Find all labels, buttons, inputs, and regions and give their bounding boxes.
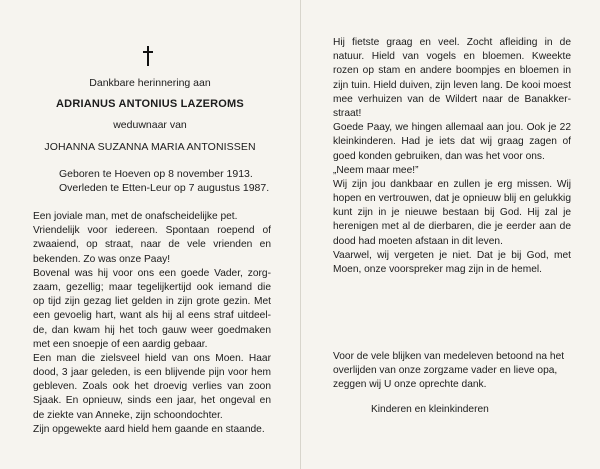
- right-page: [300, 0, 600, 469]
- text-line: Vaarwel, wij vergeten je niet. Dat je bij God, met: [333, 249, 571, 261]
- dates-block: [59, 167, 299, 195]
- text-line: kleinkinderen. Had je iets dat wij graag zagen of: [333, 136, 571, 148]
- text-line: Vriendelijk voor iedereen. Spontaan roepend of: [33, 225, 271, 237]
- text-line: hopen en vertrouwen, dat je opnieuw blij en gelukkig: [333, 193, 571, 205]
- left-body-text: [33, 210, 271, 437]
- text-line: zwaaiend, op straat, naar de vele vrienden en: [33, 239, 271, 251]
- text-line: „Neem maar mee!”: [333, 164, 419, 176]
- text-line: gebleven. Zoals ook het droevig verlies van zoon: [33, 381, 271, 393]
- text-line: de, dan kwam hij het toch gauw weer goedmaken: [33, 324, 271, 336]
- text-line: Bovenal was hij voor ons een goede Vader, zorg-: [33, 267, 271, 279]
- text-line: op tijd zijn gezag liet gelden in zijn grote gezin. Met: [33, 296, 271, 308]
- text-line: Een joviale man, met de onafscheidelijke pet.: [33, 211, 238, 222]
- text-line: natuur. Hield van vogels en bloemen. Kweekte: [333, 51, 571, 63]
- thanks-block: [333, 350, 578, 393]
- text-line: Wij zijn jou dankbaar en zullen je erg missen. Wij: [333, 178, 571, 190]
- text-line: zaam, gezellig; maar tegelijkertijd ook iemand die: [33, 281, 271, 293]
- text-line: mee verhuizen van de Wildert naar de Banakker-: [333, 93, 571, 105]
- text-line: straat!: [333, 107, 362, 119]
- intro-line: Dankbare herinnering aan: [89, 77, 211, 89]
- text-line: Moen, onze voorspreker mag zijn in de hemel.: [333, 264, 542, 275]
- text-line: de ziekte van Anneke, zijn schoondochter.: [33, 409, 223, 421]
- thanks-line: zeggen wij U onze oprechte dank.: [333, 379, 487, 391]
- text-line: herenigen met al de dierbaren, die je eerder aan de: [333, 221, 571, 233]
- text-line: dood had moeten afstaan in dit leven.: [333, 235, 503, 247]
- text-line: Goede Paay, we hingen allemaal aan jou. Ook je 22: [333, 122, 571, 134]
- text-line: Zijn opgewekte aard hield hem gaande en staande.: [33, 423, 265, 435]
- relation-line: weduwnaar van: [113, 119, 187, 131]
- text-line: Een man die zielsveel hield van ons Moen. Haar: [33, 352, 271, 364]
- text-line: rozen op stam en andere boompjes en bloemen in: [333, 65, 571, 77]
- text-line: goed konden gebruiken, dan was het voor ons.: [333, 150, 545, 162]
- cross-icon: [143, 46, 153, 66]
- text-line: een gevoelig hart, want als hij al eens straf uitdeel-: [33, 310, 271, 322]
- death-line: Overleden te Etten-Leur op 7 augustus 1987.: [59, 182, 270, 194]
- birth-line: Geboren te Hoeven op 8 november 1913.: [59, 168, 253, 180]
- signature: Kinderen en kleinkinderen: [371, 404, 489, 415]
- text-line: met een snoepje of een aardig gebaar.: [33, 338, 208, 350]
- right-body-text: [333, 36, 571, 277]
- thanks-line: overlijden van onze zorgzame vader en lieve opa,: [333, 365, 558, 377]
- text-line: Sjaak. En opnieuw, sinds een jaar, het ongeval en: [33, 395, 271, 407]
- thanks-line: Voor de vele blijken van medeleven betoond na het: [333, 351, 565, 362]
- text-line: zijn tuin. Hield duiven, zijn leven lang. De kooi moest: [333, 79, 571, 91]
- spouse-name: JOHANNA SUZANNA MARIA ANTONISSEN: [44, 141, 256, 153]
- text-line: kunt zijn in je nieuwe bestaan bij God. Hij zal je: [333, 207, 571, 219]
- text-line: bekenden. Zo was onze Paay!: [33, 253, 171, 265]
- text-line: dood, 3 jaar geleden, is een blijvende pijn voor hem: [33, 367, 271, 379]
- deceased-name: ADRIANUS ANTONIUS LAZEROMS: [56, 98, 244, 110]
- text-line: Hij fietste graag en veel. Zocht afleiding in de: [333, 37, 571, 48]
